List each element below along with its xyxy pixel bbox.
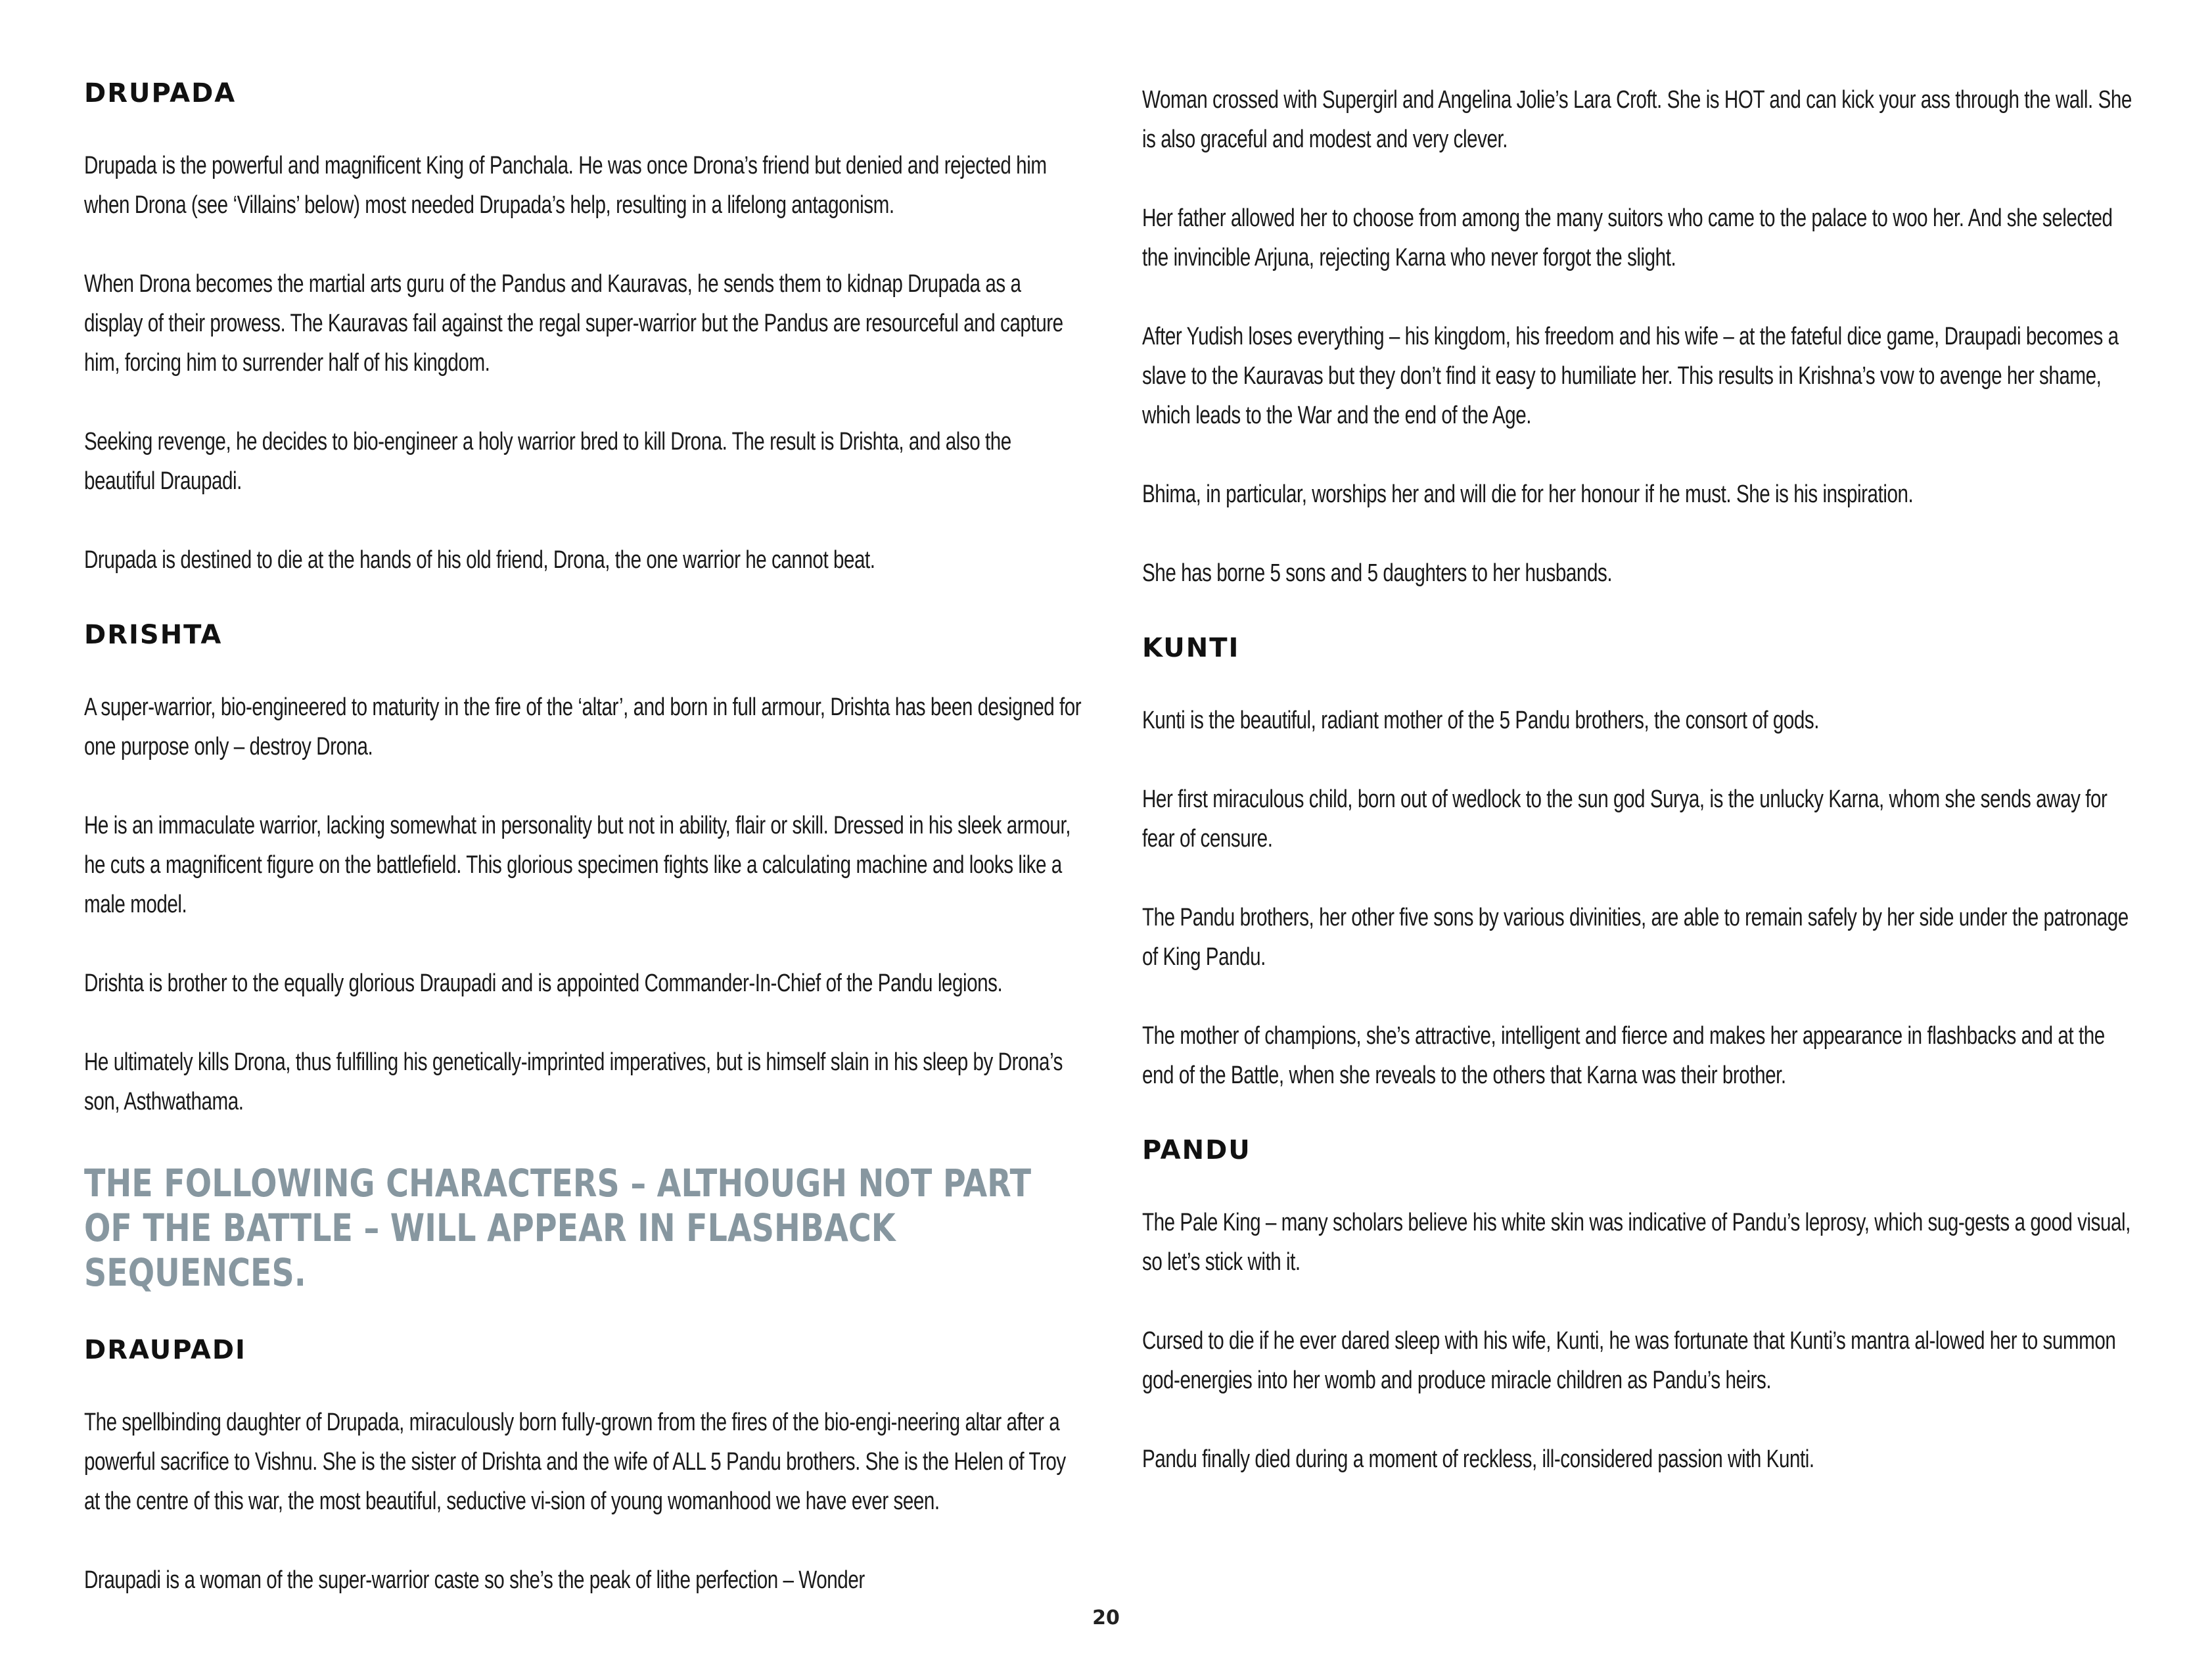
paragraph-text: Draupadi is a woman of the super-warrior caste so she’s the peak of lithe perfection – Wonder [84,1566,865,1594]
paragraph-text: Kunti is the beautiful, radiant mother of the 5 Pandu brothers, the consort of gods. [1142,707,1820,734]
paragraph [84,264,1083,383]
paragraph [1142,1203,2141,1282]
paragraph-text: Drishta is brother to the equally glorious Draupadi and is appointed Commander-In-Chief of the Pandu legions. [84,970,1003,997]
paragraph [84,422,1083,501]
paragraph [84,806,1083,924]
paragraph [84,964,1083,1003]
paragraph-text: Cursed to die if he ever dared sleep with his wife, Kunti, he was fortunate that Kunti’s mantra al-lowed her to summon god-energies into her womb and produce miracle children as Pandu’s heirs. [1142,1327,2116,1394]
paragraph-text: Drupada is the powerful and magnificent King of Panchala. He was once Drona’s friend but denied and rejected him when Drona (see ‘Villains’ below) most needed Drupada’s help, resulting in a lifelong antagonism. [84,152,1047,219]
paragraph [84,688,1083,766]
paragraph [1142,317,2141,435]
left-column [84,78,1083,1639]
paragraph [1142,1439,2141,1479]
paragraph-text: When Drona becomes the martial arts guru of the Pandus and Kauravas, he sends them to kidnap Drupada as a display of their prowess. The Kauravas fail against the regal super-warrior but the Pandus are resourceful and capture him, forcing him to surrender half of his kingdom. [84,270,1063,377]
paragraph [84,146,1083,225]
heading-draupadi: DRAUPADI [84,1335,246,1365]
paragraph [1142,475,2141,514]
right-column [1142,80,2141,1518]
paragraph [1142,1321,2141,1400]
paragraph [1142,1016,2141,1095]
paragraph-text: Pandu finally died during a moment of reckless, ill-considered passion with Kunti. [1142,1445,1814,1473]
paragraph [1142,199,2141,277]
paragraph [84,1560,1083,1600]
paragraph-text: He is an immaculate warrior, lacking somewhat in personality but not in ability, flair or skill. Dressed in his sleek armour, he cuts a magnificent figure on the battlefield. This glorious specimen fights like a calculating machine and looks like a male model. [84,812,1071,918]
paragraph-text: Her father allowed her to choose from among the many suitors who came to the palace to woo her. And she selected the invincible Arjuna, rejecting Karna who never forgot the slight. [1142,204,2113,271]
heading-drupada: DRUPADA [84,78,237,108]
paragraph-text: Her first miraculous child, born out of wedlock to the sun god Surya, is the unlucky Karna, whom she sends away for fear of censure. [1142,785,2108,853]
callout-text: THE FOLLOWING CHARACTERS – ALTHOUGH NOT PART OF THE BATTLE – WILL APPEAR IN FLASHBACK SEQUENCES. [84,1161,1032,1295]
paragraph-text: The spellbinding daughter of Drupada, miraculously born fully-grown from the fires of the bio-engi-neering altar after a powerful sacrifice to Vishnu. She is the sister of Drishta and the wife of ALL 5 Pandu brothers. She is the Helen of Troy at the centre of this war, the most beautiful, seductive vi-sion of young womanhood we have ever seen. [84,1409,1066,1515]
paragraph-text: A super-warrior, bio-engineered to maturity in the fire of the ‘altar’, and born in full armour, Drishta has been designed for one purpose only – destroy Drona. [84,693,1082,760]
paragraph [1142,780,2141,858]
paragraph [1142,701,2141,740]
paragraph-text: Seeking revenge, he decides to bio-engineer a holy warrior bred to kill Drona. The result is Drishta, and also the beautiful Draupadi. [84,428,1011,495]
paragraph-text: The Pale King – many scholars believe his white skin was indicative of Pandu’s leprosy, which sug-gests a good visual, so let’s stick with it. [1142,1209,2131,1276]
paragraph [1142,80,2141,159]
paragraph-text: She has borne 5 sons and 5 daughters to her husbands. [1142,559,1613,587]
flashback-callout [84,1161,1083,1295]
heading-kunti: KUNTI [1142,633,1240,663]
paragraph-text: He ultimately kills Drona, thus fulfilling his genetically-imprinted imperatives, but is himself slain in his sleep by Drona’s son, Asthwathama. [84,1048,1063,1115]
paragraph-text: The mother of champions, she’s attractive, intelligent and fierce and makes her appearance in flashbacks and at the end of the Battle, when she reveals to the others that Karna was their brother. [1142,1022,2105,1089]
paragraph [1142,553,2141,593]
heading-pandu: PANDU [1142,1135,1251,1165]
paragraph-text: Bhima, in particular, worships her and will die for her honour if he must. She is his inspiration. [1142,480,1914,508]
paragraph-text: The Pandu brothers, her other five sons by various divinities, are able to remain safely by her side under the patronage of King Pandu. [1142,904,2129,971]
paragraph [84,1042,1083,1121]
page-number: 20 [1092,1606,1120,1629]
paragraph-text: After Yudish loses everything – his kingdom, his freedom and his wife – at the fateful dice game, Draupadi becomes a slave to the Kauravas but they don’t find it easy to humiliate her. This results in Krishna’s vow to avenge her shame, which leads to the War and the end of the Age. [1142,323,2119,429]
paragraph [84,540,1083,580]
paragraph-text: Woman crossed with Supergirl and Angelina Jolie’s Lara Croft. She is HOT and can kick your ass through the wall. She is also graceful and modest and very clever. [1142,86,2132,153]
heading-drishta: DRISHTA [84,620,223,650]
paragraph [1142,898,2141,977]
paragraph-text: Drupada is destined to die at the hands of his old friend, Drona, the one warrior he cannot beat. [84,546,875,574]
paragraph [84,1403,1083,1521]
